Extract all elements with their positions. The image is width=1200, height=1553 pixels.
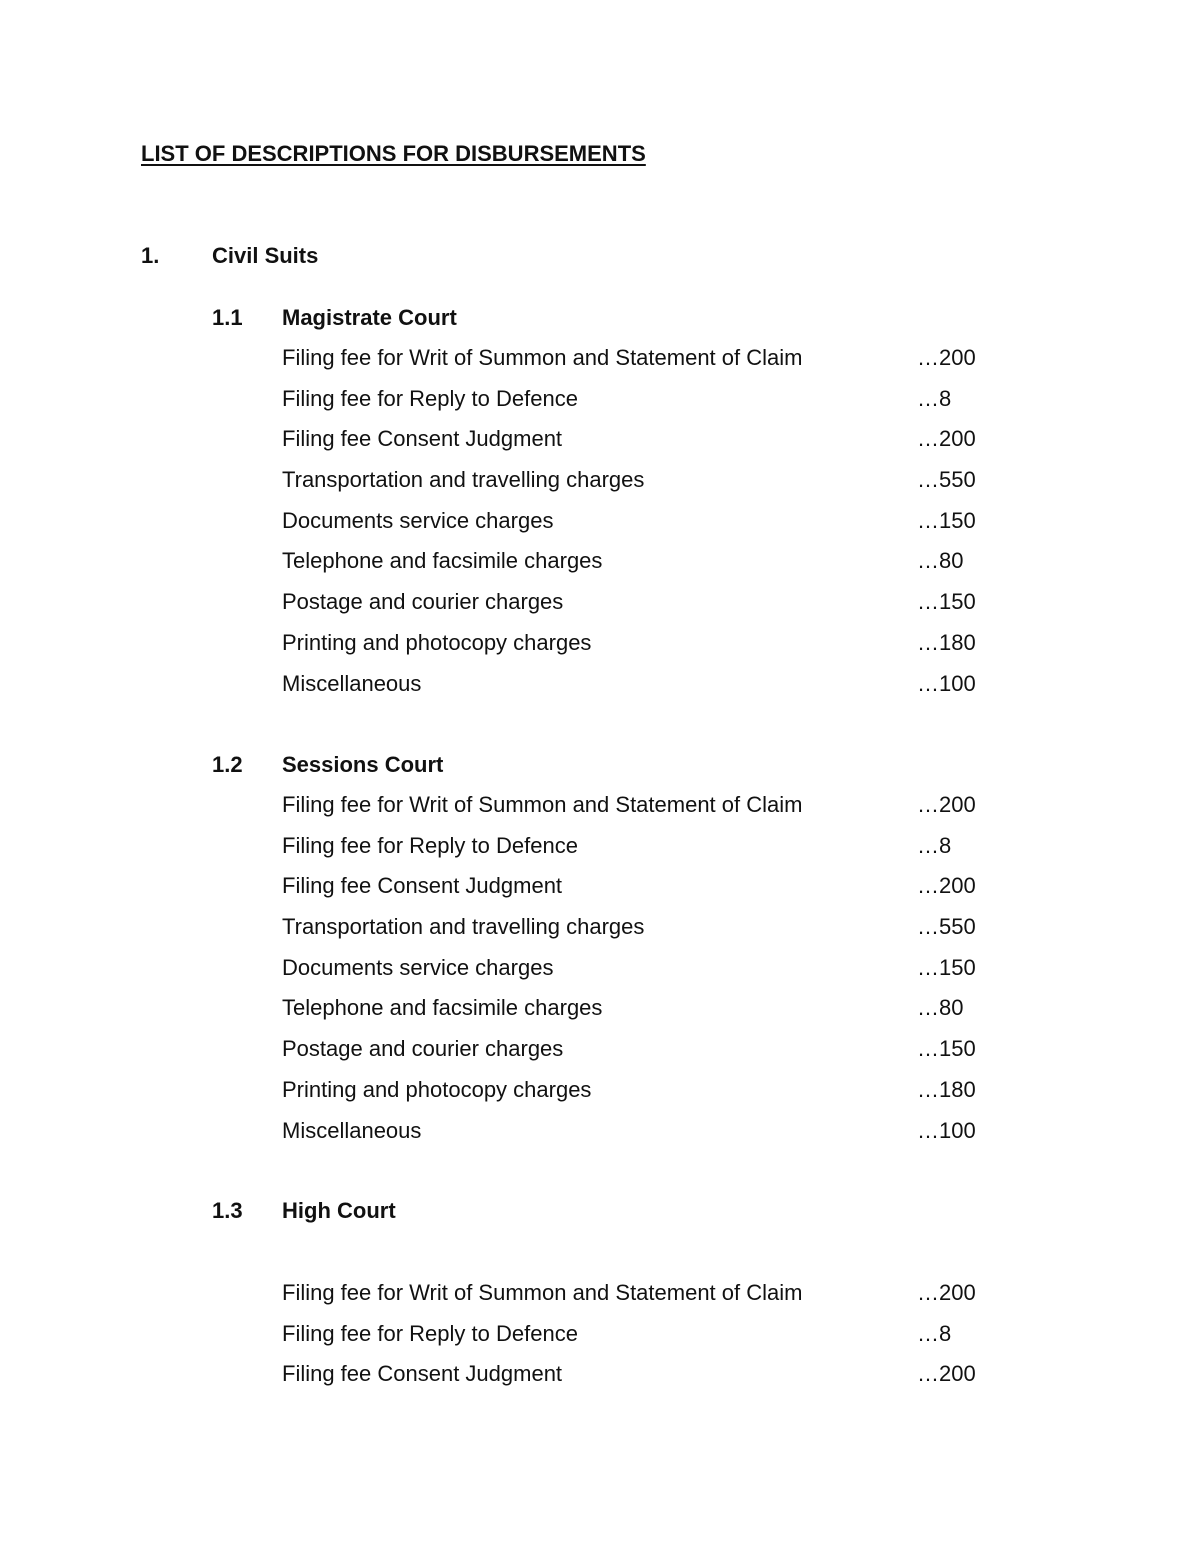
list-item: [212, 1321, 1012, 1362]
list-item: [212, 955, 1012, 996]
item-amount: …550: [917, 914, 976, 940]
item-amount: …100: [917, 670, 976, 696]
item-description: Documents service charges: [282, 954, 554, 980]
list-item: [212, 548, 1012, 589]
item-amount: …150: [917, 1036, 976, 1062]
item-amount: …150: [917, 507, 976, 533]
item-description: Telephone and facsimile charges: [282, 995, 603, 1021]
list-item: [212, 1077, 1012, 1118]
item-description: Postage and courier charges: [282, 1036, 564, 1062]
document-title: LIST OF DESCRIPTIONS FOR DISBURSEMENTS: [141, 141, 646, 166]
list-item: [212, 995, 1012, 1036]
subsection-heading: [212, 752, 1012, 792]
list-item: [212, 873, 1012, 914]
list-item: [212, 386, 1012, 427]
item-description: Printing and photocopy charges: [282, 1076, 592, 1102]
subsection-number: 1.3: [212, 1198, 243, 1223]
subsection-number: 1.1: [212, 305, 243, 330]
item-amount: …150: [917, 954, 976, 980]
item-description: Filing fee Consent Judgment: [282, 1361, 563, 1387]
section-title: Civil Suits: [212, 243, 319, 268]
list-item: [212, 914, 1012, 955]
list-item: [212, 671, 1012, 712]
item-amount: …180: [917, 629, 976, 655]
item-amount: …150: [917, 589, 976, 615]
item-amount: …200: [917, 345, 976, 370]
item-description: Filing fee Consent Judgment: [282, 873, 563, 899]
item-description: Miscellaneous: [282, 1117, 422, 1143]
item-description: Filing fee for Writ of Summon and Statement of Claim: [282, 1280, 803, 1305]
list-item: [212, 792, 1012, 833]
item-amount: …200: [917, 1361, 976, 1387]
item-amount: …80: [917, 548, 964, 574]
list-item: [212, 1280, 1012, 1321]
item-description: Printing and photocopy charges: [282, 629, 592, 655]
list-item: [212, 467, 1012, 508]
item-description: Filing fee for Reply to Defence: [282, 832, 578, 858]
item-description: Miscellaneous: [282, 670, 422, 696]
list-item: [212, 630, 1012, 671]
subsection-number: 1.2: [212, 752, 243, 777]
subsection-heading: [212, 1198, 1012, 1280]
subsection-high-court: [212, 1198, 1012, 1402]
item-description: Transportation and travelling charges: [282, 914, 645, 940]
item-description: Telephone and facsimile charges: [282, 548, 603, 574]
subsection-magistrate-court: [212, 305, 1012, 711]
item-amount: …180: [917, 1076, 976, 1102]
item-description: Postage and courier charges: [282, 589, 564, 615]
section-number: 1.: [141, 243, 160, 268]
list-item: [212, 508, 1012, 549]
subsection-sessions-court: [212, 752, 1012, 1158]
subsection-title: High Court: [282, 1198, 396, 1223]
list-item: [212, 589, 1012, 630]
item-amount: …200: [917, 873, 976, 899]
item-amount: …8: [917, 832, 952, 858]
item-amount: …200: [917, 1280, 976, 1305]
list-item: [212, 345, 1012, 386]
item-amount: …200: [917, 792, 976, 817]
item-description: Filing fee for Writ of Summon and Statement of Claim: [282, 345, 803, 370]
subsection-title: Magistrate Court: [282, 305, 457, 330]
item-amount: …550: [917, 467, 976, 493]
list-item: [212, 1118, 1012, 1159]
item-description: Filing fee Consent Judgment: [282, 426, 563, 452]
item-description: Transportation and travelling charges: [282, 467, 645, 493]
subsection-title: Sessions Court: [282, 752, 444, 777]
list-item: [212, 426, 1012, 467]
subsection-heading: [212, 305, 1012, 345]
item-amount: …8: [917, 1320, 952, 1346]
item-description: Documents service charges: [282, 507, 554, 533]
list-item: [212, 1036, 1012, 1077]
item-amount: …8: [917, 385, 952, 411]
item-description: Filing fee for Writ of Summon and Statement of Claim: [282, 792, 803, 817]
item-description: Filing fee for Reply to Defence: [282, 385, 578, 411]
item-amount: …80: [917, 995, 964, 1021]
item-description: Filing fee for Reply to Defence: [282, 1320, 578, 1346]
item-amount: …200: [917, 426, 976, 452]
item-amount: …100: [917, 1117, 976, 1143]
list-item: [212, 1361, 1012, 1402]
list-item: [212, 833, 1012, 874]
